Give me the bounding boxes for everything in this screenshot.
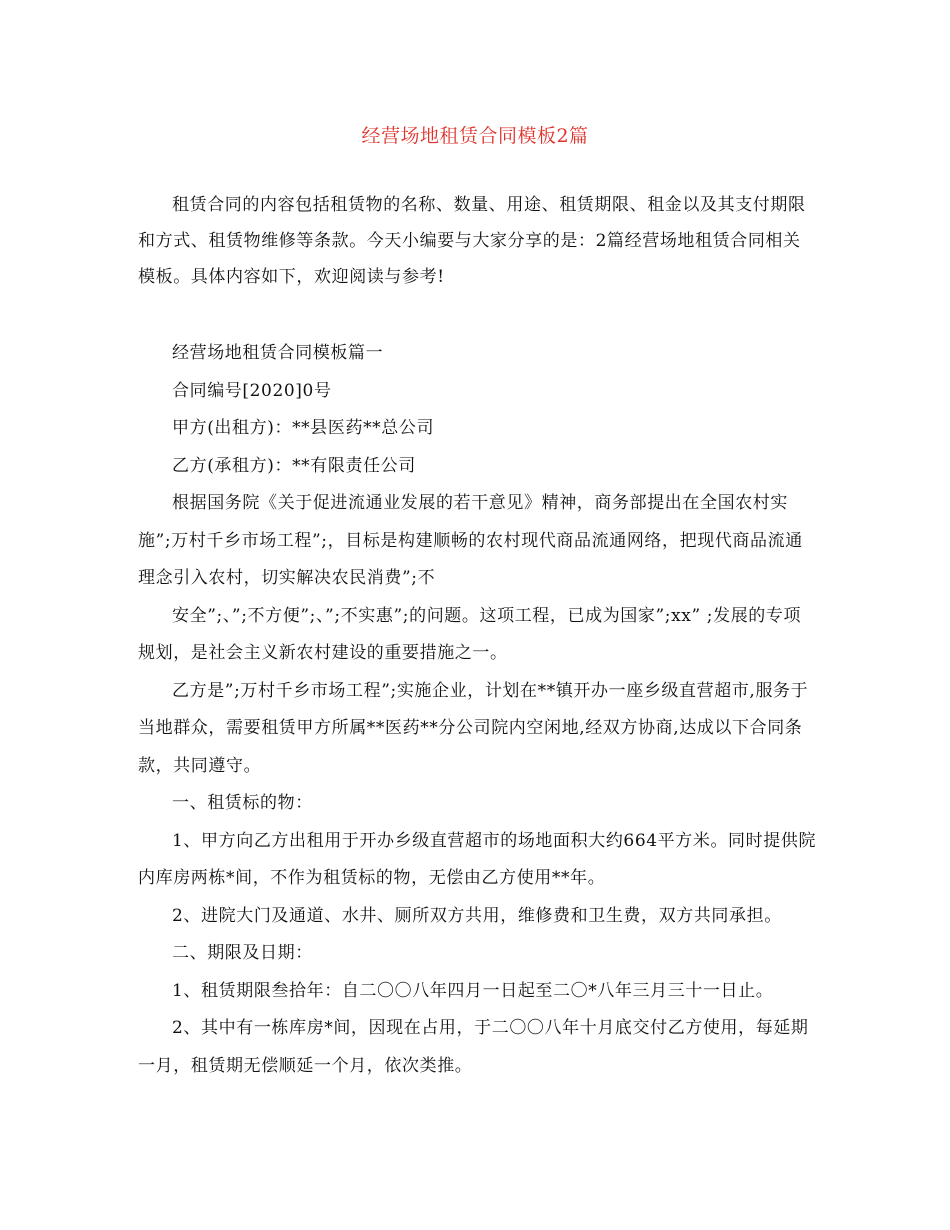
intro-paragraph: 租赁合同的内容包括租赁物的名称、数量、用途、租赁期限、租金以及其支付期限和方式、租赁物维修等条款。今天小编要与大家分享的是：2篇经营场地租赁合同相关模板。具体内容如下，欢迎阅读与参考!	[138, 195, 806, 287]
contract-body	[138, 335, 818, 1085]
contract-number: 合同编号[2020]0号	[172, 380, 332, 401]
body-paragraph: 乙方是”;万村千乡市场工程”;实施企业，计划在**镇开办一座乡级直营超市,服务于当地群众，需要租赁甲方所属**医药**分公司院内空闲地,经双方协商,达成以下合同条款，共同遵守。	[138, 680, 809, 776]
clause-item: 1、租赁期限叁拾年：自二〇〇八年四月一日起至二〇*八年三月三十一日止。	[172, 980, 774, 1001]
document-title: 经营场地租赁合同模板2篇	[361, 125, 589, 147]
clause-item: 1、甲方向乙方出租用于开办乡级直营超市的场地面积大约664平方米。同时提供院内库房两栋*间，不作为租赁标的物，无偿由乙方使用**年。	[138, 830, 817, 888]
clause-item: 2、进院大门及通道、水井、厕所双方共用，维修费和卫生费，双方共同承担。	[172, 905, 782, 926]
party-b: 乙方(承租方)：**有限责任公司	[172, 455, 416, 476]
intro-section	[138, 187, 818, 295]
body-paragraph: 安全”;、”;不方便”;、”;不实惠”;的问题。这项工程，已成为国家”;xx” ;发展的专项规划，是社会主义新农村建设的重要措施之一。	[138, 605, 802, 663]
body-paragraph: 根据国务院《关于促进流通业发展的若干意见》精神，商务部提出在全国农村实施”;万村千乡市场工程”;，目标是构建顺畅的农村现代商品流通网络，把现代商品流通理念引入农村，切实解决农民消费”;不	[138, 493, 803, 588]
clause-item: 2、其中有一栋库房*间，因现在占用，于二〇〇八年十月底交付乙方使用，每延期一月，租赁期无偿顺延一个月，依次类推。	[138, 1018, 809, 1076]
party-a: 甲方(出租方)：**县医药**总公司	[172, 418, 435, 438]
section-heading: 经营场地租赁合同模板篇一	[172, 343, 384, 363]
clause-heading: 一、租赁标的物：	[172, 793, 313, 813]
clause-heading: 二、期限及日期：	[172, 943, 313, 963]
